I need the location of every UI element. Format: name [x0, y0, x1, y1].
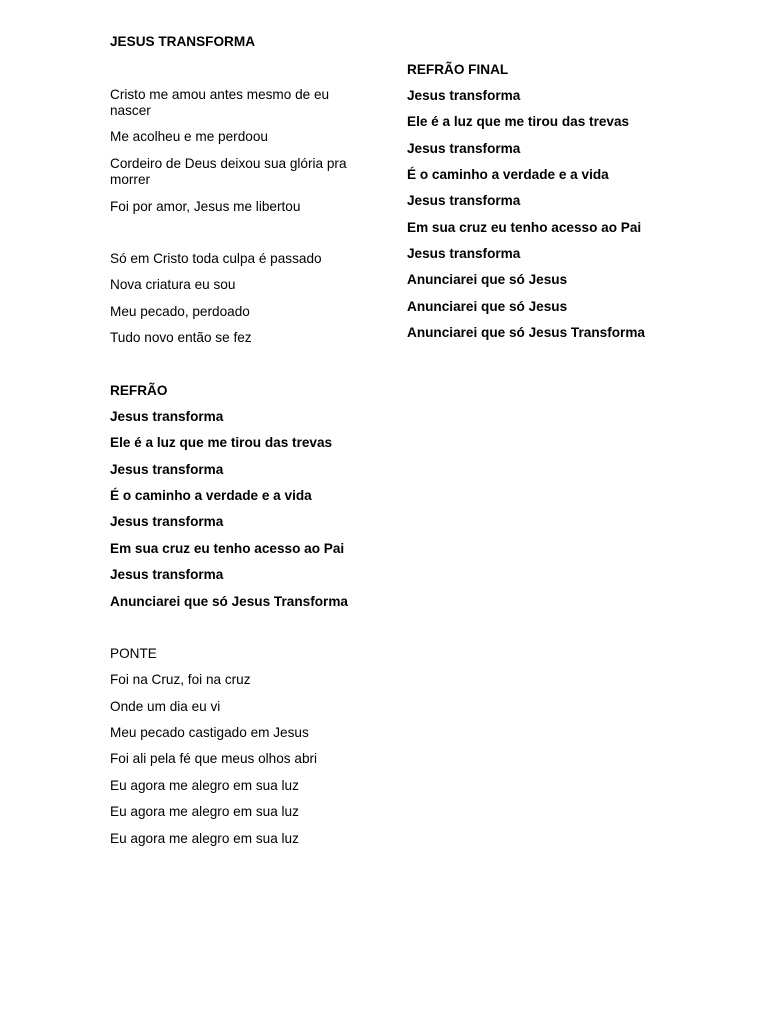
final-chorus-line: Jesus transforma: [407, 88, 521, 103]
bridge-line: Meu pecado castigado em Jesus: [110, 725, 309, 740]
chorus-heading: REFRÃO: [110, 383, 168, 398]
chorus-line: Jesus transforma: [110, 462, 224, 477]
chorus-line: Anunciarei que só Jesus Transforma: [110, 594, 348, 609]
chorus-line: É o caminho a verdade e a vida: [110, 488, 312, 503]
verse2-line: Tudo novo então se fez: [110, 330, 252, 345]
final-chorus-line: Em sua cruz eu tenho acesso ao Pai: [407, 220, 642, 235]
final-chorus-heading: REFRÃO FINAL: [407, 62, 509, 77]
bridge-line: Foi na Cruz, foi na cruz: [110, 672, 251, 687]
chorus-line: Jesus transforma: [110, 409, 224, 424]
song-title: JESUS TRANSFORMA: [110, 34, 256, 49]
final-chorus-line: Anunciarei que só Jesus Transforma: [407, 325, 645, 340]
verse1-line: Cristo me amou antes mesmo de eu nascer: [110, 87, 330, 118]
verse1-line: Cordeiro de Deus deixou sua glória pra morrer: [110, 156, 347, 187]
bridge-line: Eu agora me alegro em sua luz: [110, 804, 299, 819]
chorus-line: Jesus transforma: [110, 567, 224, 582]
verse1-line: Me acolheu e me perdoou: [110, 129, 268, 144]
bridge-line: Onde um dia eu vi: [110, 699, 221, 714]
verse2-line: Meu pecado, perdoado: [110, 304, 250, 319]
final-chorus-line: Jesus transforma: [407, 141, 521, 156]
final-chorus-line: É o caminho a verdade e a vida: [407, 167, 609, 182]
verse2-line: Só em Cristo toda culpa é passado: [110, 251, 322, 266]
bridge-line: Eu agora me alegro em sua luz: [110, 778, 299, 793]
bridge-line: Eu agora me alegro em sua luz: [110, 831, 299, 846]
chorus-line: Ele é a luz que me tirou das trevas: [110, 435, 333, 450]
verse2-line: Nova criatura eu sou: [110, 277, 236, 292]
final-chorus-line: Jesus transforma: [407, 246, 521, 261]
final-chorus-line: Anunciarei que só Jesus: [407, 299, 568, 314]
bridge-line: Foi ali pela fé que meus olhos abri: [110, 751, 318, 766]
chorus-line: Jesus transforma: [110, 514, 224, 529]
final-chorus-line: Ele é a luz que me tirou das trevas: [407, 114, 630, 129]
verse1-line: Foi por amor, Jesus me libertou: [110, 199, 301, 214]
chorus-line: Em sua cruz eu tenho acesso ao Pai: [110, 541, 345, 556]
final-chorus-line: Jesus transforma: [407, 193, 521, 208]
final-chorus-line: Anunciarei que só Jesus: [407, 272, 568, 287]
bridge-heading: PONTE: [110, 646, 157, 661]
